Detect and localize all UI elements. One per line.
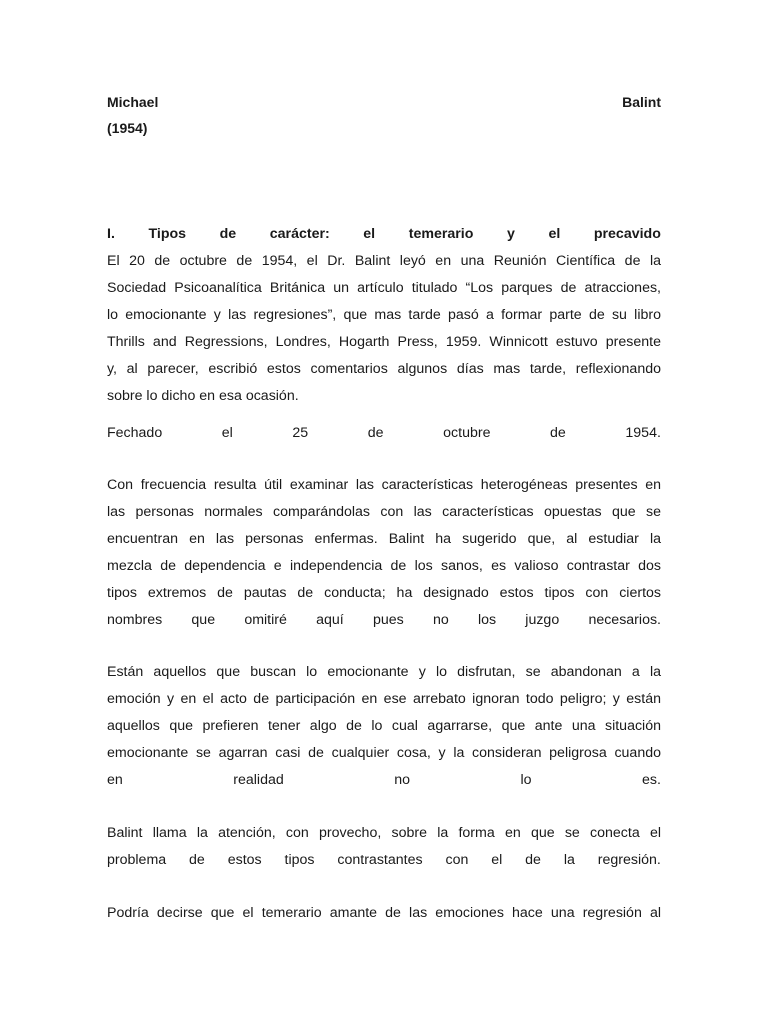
text-line: las personas normales comparándolas con las características opuestas que se (107, 504, 661, 520)
dated-word: de (550, 425, 566, 441)
dated-words (107, 420, 661, 447)
word: pues (372, 612, 404, 628)
text-line: El 20 de octubre de 1954, el Dr. Balint leyó en una Reunión Científica de la (107, 253, 661, 269)
dated-word: de (367, 425, 384, 441)
word: contrastantes (337, 852, 423, 868)
section-heading (107, 221, 661, 248)
dated-word: Fechado (107, 425, 163, 441)
paragraph-regression (107, 820, 661, 874)
paragraph-intro (107, 248, 661, 410)
dated-word: 1954. (625, 425, 661, 441)
publication-year: (1954) (107, 120, 148, 136)
text-line: aquellos que prefieren tener algo de lo cual agarrarse, que ante una situación (107, 718, 661, 734)
word: necesarios. (588, 612, 661, 628)
word: no (432, 612, 449, 628)
word: problema (107, 852, 167, 868)
word: regresión. (597, 852, 661, 868)
word: juzgo (525, 612, 560, 628)
heading-word: de (219, 226, 237, 242)
heading-word: y (506, 226, 515, 242)
word: de (525, 852, 541, 868)
section-heading-words (107, 221, 661, 248)
text-line: y, al parecer, escribió estos comentarios algunos días mas tarde, reflexionando (107, 361, 661, 377)
word: el (491, 852, 503, 868)
word: realidad (233, 772, 284, 788)
text-line: encuentran en las personas enfermas. Balint ha sugerido que, al estudiar la (107, 531, 661, 547)
text-line: Con frecuencia resulta útil examinar las características heterogéneas presentes en (107, 477, 661, 493)
text-line: Balint llama la atención, con provecho, sobre la forma en que se conecta el (107, 825, 661, 841)
text-line: Sociedad Psicoanalítica Británica un artículo titulado “Los parques de atracciones, (107, 280, 661, 296)
heading-word: temerario (408, 226, 474, 242)
year-row (107, 115, 661, 141)
heading-word: el (363, 226, 376, 242)
word: los (477, 612, 497, 628)
text-line: emoción y en el acto de participación en ese arrebato ignoran todo peligro; y están (107, 691, 661, 707)
dated-word: octubre (443, 425, 491, 441)
word: con (445, 852, 469, 868)
word: que (191, 612, 216, 628)
document-header (107, 89, 661, 141)
word: la (563, 852, 575, 868)
word: en (107, 772, 123, 788)
paragraph-types (107, 659, 661, 794)
word: nombres (107, 612, 163, 628)
paragraph-comparison (107, 472, 661, 634)
word: estos (227, 852, 262, 868)
text-line-last (107, 847, 661, 874)
author-last-name: Balint (622, 94, 661, 110)
heading-word: el (548, 226, 561, 242)
text-line: tipos extremos de pautas de conducta; ha designado estos tipos con ciertos (107, 585, 661, 601)
word: de (189, 852, 205, 868)
heading-word: carácter: (269, 226, 330, 242)
text-line: emocionante se agarran casi de cualquier cosa, y la consideran peligrosa cuando (107, 745, 661, 761)
dated-word: 25 (292, 425, 309, 441)
text-line: Podría decirse que el temerario amante de las emociones hace una regresión al (107, 905, 661, 921)
heading-word: precavido (593, 226, 661, 242)
word: es. (642, 772, 661, 788)
heading-word: I. (107, 226, 115, 242)
word: no (394, 772, 411, 788)
paragraph-thrill-seeker (107, 900, 661, 927)
word: tipos (284, 852, 315, 868)
word: aquí (316, 612, 344, 628)
text-line-last (107, 607, 661, 634)
dated-word: el (221, 425, 233, 441)
author-first-name: Michael (107, 94, 159, 110)
text-line: Thrills and Regressions, Londres, Hogarth Press, 1959. Winnicott estuvo presente (107, 334, 661, 350)
word: lo (520, 772, 532, 788)
text-line-last (107, 767, 661, 794)
author-row (107, 89, 661, 115)
text-line: Están aquellos que buscan lo emocionante y lo disfrutan, se abandonan a la (107, 664, 661, 680)
word: omitiré (244, 612, 287, 628)
text-line: lo emocionante y las regresiones”, que mas tarde pasó a formar parte de su libro (107, 307, 661, 323)
heading-word: Tipos (148, 226, 187, 242)
text-line: sobre lo dicho en esa ocasión. (107, 388, 299, 404)
text-line: mezcla de dependencia e independencia de los sanos, es valioso contrastar dos (107, 558, 661, 574)
dated-line (107, 420, 661, 447)
